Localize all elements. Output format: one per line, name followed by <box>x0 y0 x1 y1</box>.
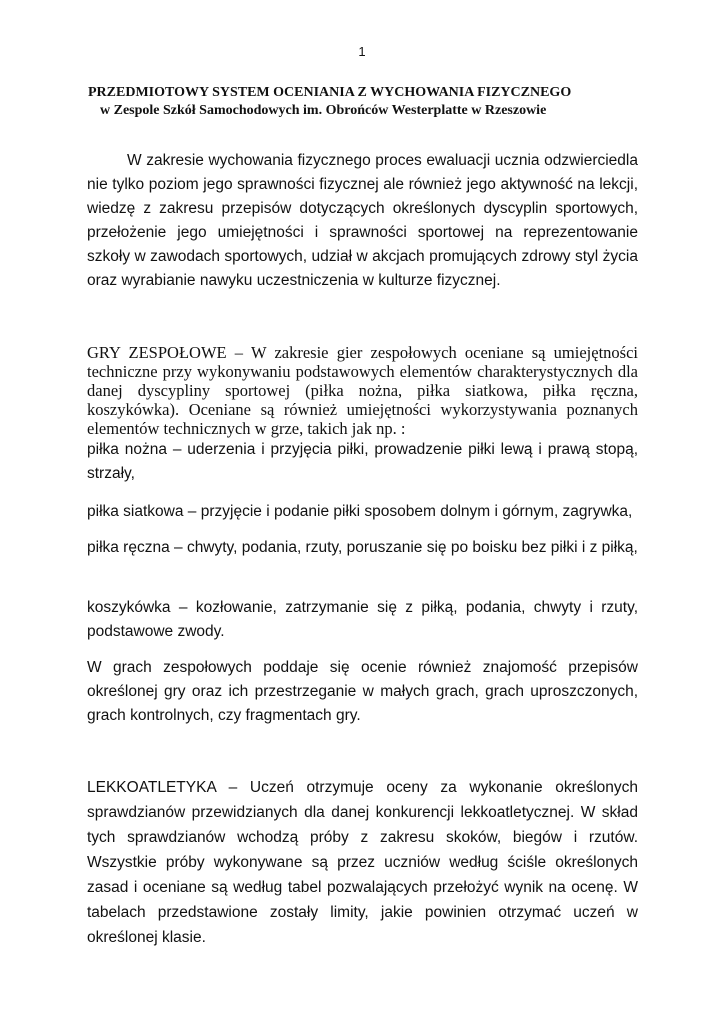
list-item-football: piłka nożna – uderzenia i przyjęcia piłki, prowadzenie piłki lewą i prawą stopą, strzały, <box>87 441 638 482</box>
list-item-basketball: koszykówka – kozłowanie, zatrzymanie się z piłką, podania, chwyty i rzuty, podstawowe zwody. <box>87 599 638 640</box>
list-item-handball: piłka ręczna – chwyty, podania, rzuty, poruszanie się po boisku bez piłki i z piłką, <box>87 539 638 556</box>
athletics-paragraph: LEKKOATLETYKA – Uczeń otrzymuje oceny za wykonanie określonych sprawdzianów przewidzianych dla danej konkurencji lekkoatletycznej. W skład tych sprawdzianów wchodzą próby z zakresu skoków, biegów i rzutów. Wszystkie próby wykonywane są przez uczniów według ściśle określonych zasad i oceniane są według tabel pozwalających przełożyć wynik na ocenę. W tabelach przedstawione zostały limity, jakie powinien otrzymać uczeń w określonej klasie. <box>87 779 638 946</box>
list-item-volleyball: piłka siatkowa – przyjęcie i podanie piłki sposobem dolnym i górnym, zagrywka, <box>87 503 633 520</box>
page-number: 1 <box>358 44 366 59</box>
team-games-intro: GRY ZESPOŁOWE – W zakresie gier zespołowych oceniane są umiejętności techniczne przy wykonywaniu podstawowych elementów charakterystycznych dla danej dyscypliny sportowej (piłka nożna, piłka siatkowa, piłka ręczna, koszykówka). Oceniane są również umiejętności wykorzystywania poznanych elementów technicznych w grze, takich jak np. : <box>87 343 638 438</box>
document-subtitle: w Zespole Szkół Samochodowych im. Obrońców Westerplatte w Rzeszowie <box>100 103 547 118</box>
team-games-summary: W grach zespołowych poddaje się ocenie również znajomość przepisów określonej gry oraz ich przestrzeganie w małych grach, grach uproszczonych, grach kontrolnych, czy fragmentach gry. <box>87 659 638 724</box>
document-title: PRZEDMIOTOWY SYSTEM OCENIANIA Z WYCHOWANIA FIZYCZNEGO <box>88 85 572 100</box>
intro-paragraph: W zakresie wychowania fizycznego proces ewaluacji ucznia odzwierciedla nie tylko poziom jego sprawności fizycznej ale również jego aktywność na lekcji, wiedzę z zakresu przepisów dotyczących określonych dyscyplin sportowych, przełożenie jego umiejętności i sprawności sportowej na reprezentowanie szkoły w zawodach sportowych, udział w akcjach promujących zdrowy styl życia oraz wyrabianie nawyku uczestniczenia w kulturze fizycznej. <box>87 152 638 289</box>
